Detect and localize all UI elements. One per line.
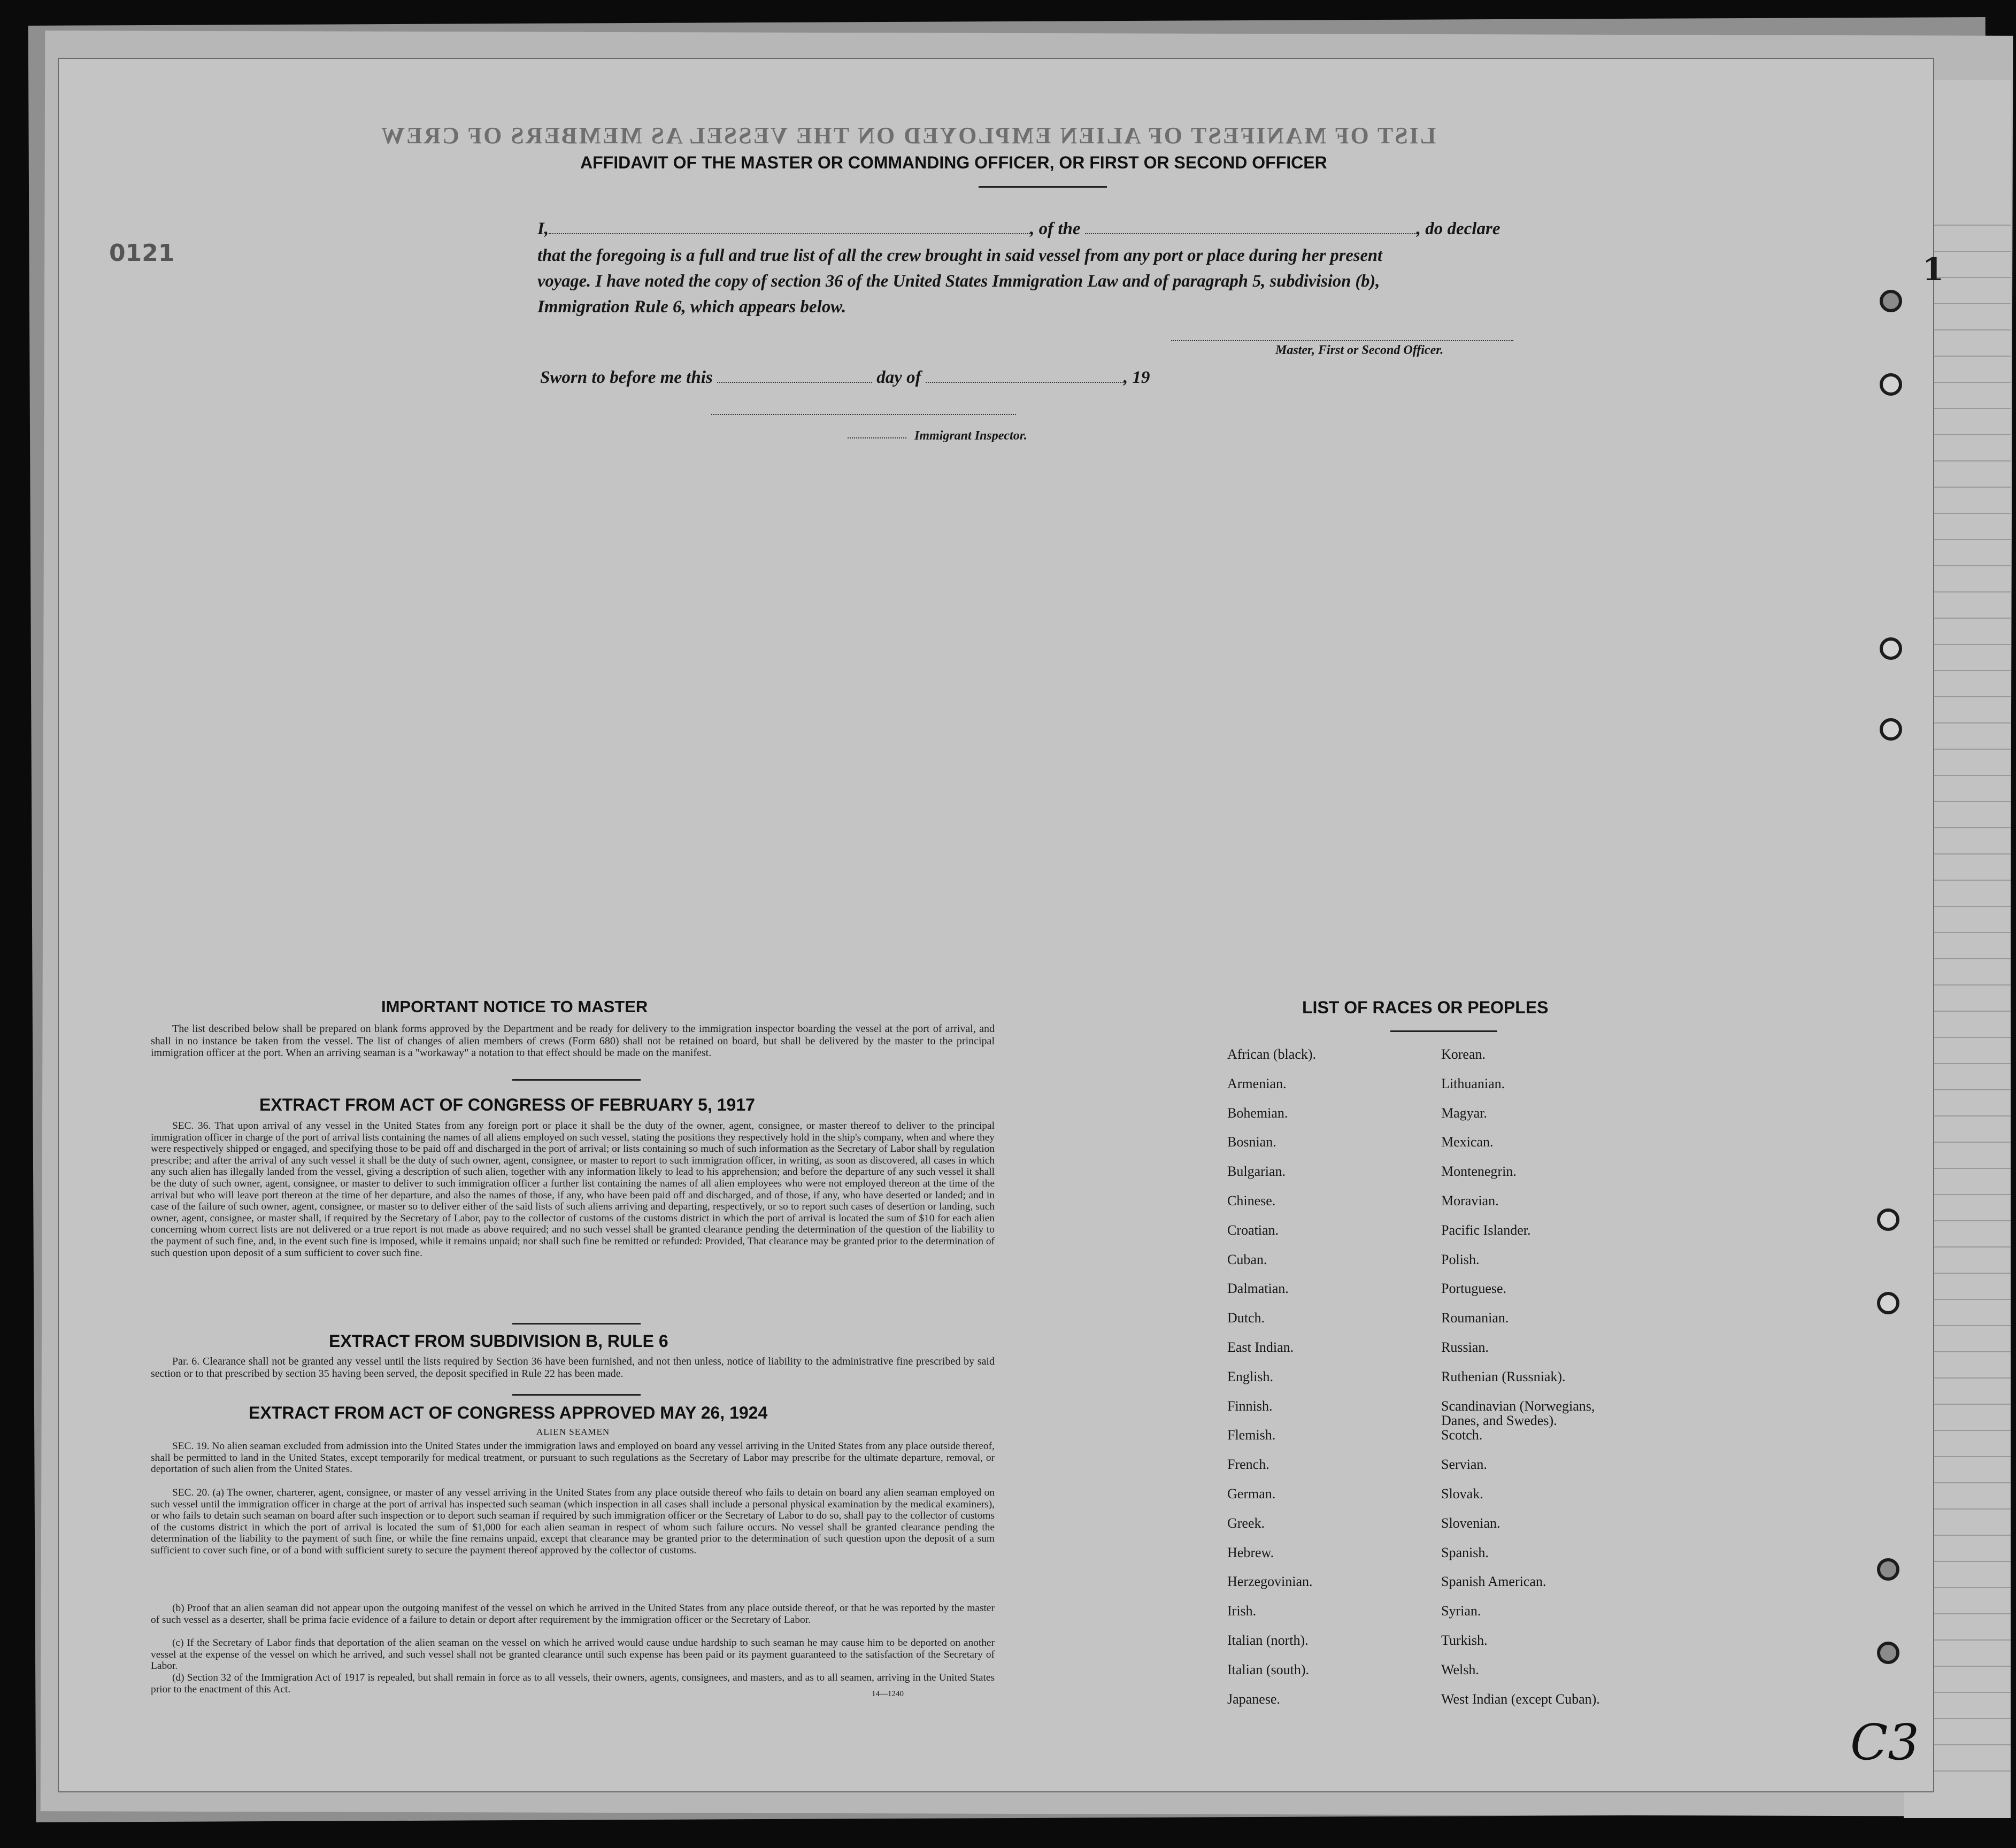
race-item: Italian (north). [1227, 1633, 1309, 1648]
ruled-line [1925, 434, 2011, 435]
ruled-line [1925, 460, 2011, 461]
ruled-line [1925, 1351, 2011, 1352]
affidavit-line-3: voyage. I have noted the copy of section 36 of the United States Immigration Law and of paragraph 5, subdivision (b), [537, 272, 1380, 291]
affidavit-heading: AFFIDAVIT OF THE MASTER OR COMMANDING OFFICER, OR FIRST OR SECOND OFFICER [580, 153, 1327, 172]
ruled-line [1925, 722, 2011, 723]
races-heading: LIST OF RACES OR PEOPLES [1302, 998, 1549, 1017]
affidavit-of-the: , of the [1030, 219, 1081, 238]
race-item: Slovak. [1441, 1486, 1483, 1502]
ruled-line [1925, 1430, 2011, 1431]
sworn-month-blank[interactable] [926, 382, 1124, 383]
ruled-line [1925, 1325, 2011, 1326]
sworn-day-blank[interactable] [717, 382, 872, 383]
sworn-day-of: day of [876, 368, 921, 387]
ruled-line [1925, 827, 2011, 828]
ruled-line [1925, 670, 2011, 671]
sworn-text: Sworn to before me this [540, 368, 713, 387]
master-name-blank[interactable] [549, 233, 1030, 234]
ruled-line [1925, 1246, 2011, 1248]
punch-hole-icon [1880, 637, 1902, 660]
ruled-line [1925, 1613, 2011, 1614]
race-item: Greek. [1227, 1515, 1265, 1531]
ruled-line [1925, 1377, 2011, 1379]
race-item: Chinese. [1227, 1193, 1276, 1208]
sworn-year: , 19 [1123, 368, 1150, 387]
ruled-line [1925, 853, 2011, 854]
rule6-text: Par. 6. Clearance shall not be granted any vessel until the lists required by Section 36 have been furnished, and not then unless, notice of liability to the administrative fine prescribed by said section or to that prescribed by section 35 having been served, the deposit specified in Rule 22 has been made. [151, 1356, 995, 1380]
ruled-line [1925, 775, 2011, 776]
affidavit-declare: , do declare [1416, 219, 1501, 238]
ruled-line [1925, 1404, 2011, 1405]
act1924-subheading: ALIEN SEAMEN [536, 1427, 610, 1437]
race-item: Hebrew. [1227, 1544, 1274, 1560]
race-item: Finnish. [1227, 1398, 1273, 1414]
ruled-line [1925, 1115, 2011, 1116]
races-rule [1390, 1030, 1497, 1032]
race-item: Spanish American. [1441, 1574, 1546, 1590]
race-item: Japanese. [1227, 1691, 1280, 1707]
race-item: Slovenian. [1441, 1515, 1501, 1531]
ruled-line [1925, 565, 2011, 566]
race-item: Lithuanian. [1441, 1075, 1505, 1091]
affidavit-line-2: that the foregoing is a full and true list of all the crew brought in said vessel from any port or place during her present [537, 246, 1383, 265]
sworn-line [540, 368, 1150, 388]
ruled-line [1925, 1299, 2011, 1300]
race-item: Irish. [1227, 1603, 1257, 1619]
punch-hole-icon [1880, 373, 1902, 396]
master-signature-blank[interactable] [1171, 340, 1513, 341]
document-page [59, 59, 1944, 1791]
act1917-text: SEC. 36. That upon arrival of any vessel in the United States from any foreign port or place it shall be the duty of the owner, agent, consignee, or master thereof to deliver to the principal immigration officer in charge of the port of arrival lists containing the names of all aliens employed on such vessel, stating the positions they respectively hold in the ship's company, when and where they were respectively shipped or engaged, and specifying those to be paid off and discharged in the port of arrival; or lists containing so much of such information as the Secretary of Labor shall by regulation prescribe; and after the arrival of any such vessel it shall be the duty of such owner, agent, consignee, or master to report to such immigration officer, in writing, as soon as discovered, all cases in which any such alien has illegally landed from the vessel, giving a description of such alien, together with any information likely to lead to his apprehension; and before the departure of any such vessel it shall be the duty of such owner, agent, consignee, or master to deliver to such immigration officer a further list containing the names of all alien employees who were not employed thereon at the time of the arrival but who will leave port thereon at the time of her departure, and also the names of those, if any, who have been paid off and discharged, and of those, if any, who have deserted or landed; and in case of the failure of such owner, agent, consignee, or master so to deliver either of the said lists of such aliens arriving and departing, respectively, or so to report such cases of desertion or landing, such owner, agent, consignee, or master shall, if required by the Secretary of Labor, pay to the collector of customs of the customs district in which the port of arrival is located the sum of $10 for each alien concerning whom correct lists are not delivered or a true report is not made as above required; and no such vessel shall be granted clearance pending the determination of the question of the liability to the payment of such fine, and, in the event such fine is imposed, while it remains unpaid; nor shall such fine be remitted or refunded: Provided, That clearance may be granted prior to the determination of such question upon deposit of a sum sufficient to cover such fine. [151, 1120, 995, 1259]
punch-hole-icon [1877, 1642, 1899, 1664]
race-item: Portuguese. [1441, 1281, 1507, 1297]
race-item: Pacific Islander. [1441, 1222, 1531, 1238]
race-item: Dalmatian. [1227, 1281, 1289, 1297]
punch-hole-icon [1877, 1558, 1899, 1581]
race-item: Polish. [1441, 1251, 1480, 1267]
inspector-dots [848, 437, 906, 438]
ruled-line [1925, 1168, 2011, 1169]
ruled-line [1925, 1194, 2011, 1195]
stamp-number: 0121 [109, 240, 175, 267]
page-number: 1 [1922, 251, 1944, 288]
inspector-signature-blank[interactable] [711, 414, 1016, 415]
act1924-sec20b: (b) Proof that an alien seaman did not appear upon the outgoing manifest of the vessel on which he arrived in the United States from any place outside thereof, or that he was reported by the master of such vessel as a deserter, shall be prima facie evidence of a failure to detain or deport after requirement by the immigration officer or the Secretary of Labor. [151, 1603, 995, 1626]
punch-hole-icon [1880, 718, 1902, 741]
notice-text: The list described below shall be prepared on blank forms approved by the Department and be ready for delivery to the immigration inspector boarding the vessel at the port of arrival, and shall in no instance be taken from the vessel. The list of changes of alien members of crews (Form 680) shall not be retained on board, but shall be delivered by the master to the principal immigration officer at the port. When an arriving seaman is a "workaway" a notation to that effect should be made on the manifest. [151, 1023, 995, 1059]
race-item: Italian (south). [1227, 1661, 1310, 1677]
race-item: French. [1227, 1457, 1269, 1473]
race-item: Turkish. [1441, 1633, 1488, 1648]
race-item: East Indian. [1227, 1339, 1294, 1355]
race-item: African (black). [1227, 1046, 1317, 1062]
ruled-line [1925, 906, 2011, 907]
race-item: Magyar. [1441, 1105, 1487, 1121]
ruled-line [1925, 1587, 2011, 1588]
ruled-line [1925, 644, 2011, 645]
act1924-sec20c: (c) If the Secretary of Labor finds that deportation of the alien seaman on the vessel on which he arrived would cause undue hardship to such seaman he may cause him to be deported on another vessel at the expense of the vessel on which he arrived, and such vessel shall not be granted clearance until such expense has been paid or its payment guaranteed to the satisfaction of the Secretary of Labor. [151, 1637, 995, 1672]
ruled-line [1925, 880, 2011, 881]
ruled-line [1925, 801, 2011, 802]
act1924-sec20d: (d) Section 32 of the Immigration Act of 1917 is repealed, but shall remain in force as to all vessels, their owners, agents, consignees, and masters, and as to all seamen, arriving in the United States prior to the enactment of this Act. [151, 1672, 995, 1695]
bleed-through-header: LIST OF MANIFEST OF ALIEN EMPLOYED ON THE VESSEL AS MEMBERS OF CREW [380, 122, 1436, 149]
act1917-heading: EXTRACT FROM ACT OF CONGRESS OF FEBRUARY 5, 1917 [259, 1095, 755, 1114]
affidavit-i: I, [537, 219, 549, 238]
ruled-line [1925, 1639, 2011, 1641]
ruled-line [1925, 1220, 2011, 1221]
race-item: Scotch. [1441, 1427, 1483, 1443]
ruled-line [1925, 408, 2011, 409]
ruled-line [1925, 225, 2011, 226]
section-rule [512, 1394, 641, 1396]
race-item: Welsh. [1441, 1661, 1479, 1677]
act1924-sec19: SEC. 19. No alien seaman excluded from admission into the United States under the immigration laws and employed on board any vessel arriving in the United States from any place outside thereof, shall be permitted to land in the United States, except temporarily for medical treatment, or pursuant to such regulations as the Secretary of Labor may prescribe for the ultimate departure, removal, or deportation of such alien from the United States. [151, 1441, 995, 1475]
ruled-line [1925, 932, 2011, 933]
race-item: Croatian. [1227, 1222, 1279, 1238]
section-rule [512, 1323, 641, 1325]
ruled-line [1925, 1011, 2011, 1012]
ruled-line [1925, 984, 2011, 985]
race-item: Montenegrin. [1441, 1164, 1517, 1180]
ruled-line [1925, 356, 2011, 357]
race-item: Servian. [1441, 1457, 1487, 1473]
ruled-line [1925, 1456, 2011, 1457]
race-item: Herzegovinian. [1227, 1574, 1313, 1590]
ruled-line [1925, 1037, 2011, 1038]
race-item: German. [1227, 1486, 1276, 1502]
ruled-line [1925, 1142, 2011, 1143]
race-item: Armenian. [1227, 1075, 1287, 1091]
race-item: Scandinavian (Norwegians, [1441, 1398, 1595, 1414]
race-item: Syrian. [1441, 1603, 1481, 1619]
ruled-line [1925, 1718, 2011, 1719]
handwritten-mark: C3 [1850, 1714, 1919, 1771]
ruled-line [1925, 958, 2011, 959]
ruled-line [1925, 1744, 2011, 1745]
race-item: Mexican. [1441, 1134, 1494, 1150]
section-rule [512, 1079, 641, 1081]
vessel-name-blank[interactable] [1085, 233, 1417, 234]
race-item: Russian. [1441, 1339, 1489, 1355]
ruled-line [1925, 539, 2011, 540]
race-item: Spanish. [1441, 1544, 1489, 1560]
ruled-line [1925, 1561, 2011, 1562]
ruled-line [1925, 329, 2011, 330]
race-item: West Indian (except Cuban). [1441, 1691, 1600, 1707]
master-signature-caption: Master, First or Second Officer. [1275, 343, 1444, 357]
race-item: Flemish. [1227, 1427, 1276, 1443]
race-item: Ruthenian (Russniak). [1441, 1368, 1566, 1384]
ruled-line [1925, 513, 2011, 514]
ruled-line [1925, 1063, 2011, 1064]
ruled-line [1925, 1508, 2011, 1510]
ruled-line [1925, 1770, 2011, 1772]
ruled-line [1925, 618, 2011, 619]
form-number: 14—1240 [872, 1690, 904, 1698]
race-item: Cuban. [1227, 1251, 1267, 1267]
race-item: Bulgarian. [1227, 1164, 1286, 1180]
act1924-heading: EXTRACT FROM ACT OF CONGRESS APPROVED MAY 26, 1924 [249, 1403, 768, 1422]
race-item: English. [1227, 1368, 1273, 1384]
ruled-line [1925, 1666, 2011, 1667]
race-item: Bohemian. [1227, 1105, 1288, 1121]
ruled-line [1925, 382, 2011, 383]
race-item: Bosnian. [1227, 1134, 1276, 1150]
act1924-sec20a: SEC. 20. (a) The owner, charterer, agent, consignee, or master of any vessel arriving in the United States from any place outside thereof who fails to detain on board any alien seaman employed on such vessel until the immigration officer in charge at the port of arrival has inspected such seaman (which inspection in all cases shall include a personal physical examination by the medical examiners), or who fails to detain such seaman on board after such inspection or to deport such seaman if required by such immigration officer or the Secretary of Labor to do so, shall pay to the collector of customs of the customs district in which the port of arrival is located the sum of $1,000 for each alien seaman in respect of whom such failure occurs. No vessel shall be granted clearance pending the determination of the liability to the payment of such fine, or while the fine remains unpaid, except that clearance may be granted prior to the determination of such question upon the deposit of a sum sufficient to cover such fine, or of a bond with sufficient surety to secure the payment thereof approved by the collector of customs. [151, 1487, 995, 1556]
rule6-heading: EXTRACT FROM SUBDIVISION B, RULE 6 [329, 1331, 668, 1351]
race-item: Roumanian. [1441, 1310, 1509, 1326]
notice-heading: IMPORTANT NOTICE TO MASTER [381, 997, 648, 1016]
punch-hole-icon [1877, 1208, 1899, 1231]
punch-hole-icon [1877, 1292, 1899, 1314]
ruled-line [1925, 696, 2011, 697]
affidavit-line-1 [537, 219, 1500, 239]
race-item: Moravian. [1441, 1193, 1499, 1208]
ruled-line [1925, 749, 2011, 750]
ruled-line [1925, 1089, 2011, 1090]
ruled-line [1925, 1535, 2011, 1536]
race-item: Dutch. [1227, 1310, 1265, 1326]
heading-rule [979, 186, 1107, 188]
ruled-line [1925, 487, 2011, 488]
ruled-line [1925, 591, 2011, 592]
inspector-caption: Immigrant Inspector. [914, 429, 1027, 443]
ruled-line [1925, 303, 2011, 304]
punch-hole-icon [1880, 290, 1902, 312]
race-item: Danes, and Swedes). [1441, 1412, 1557, 1428]
affidavit-line-4: Immigration Rule 6, which appears below. [537, 297, 847, 317]
ruled-line [1925, 1692, 2011, 1693]
race-item: Korean. [1441, 1046, 1486, 1062]
ruled-line [1925, 1482, 2011, 1483]
ruled-line [1925, 1273, 2011, 1274]
